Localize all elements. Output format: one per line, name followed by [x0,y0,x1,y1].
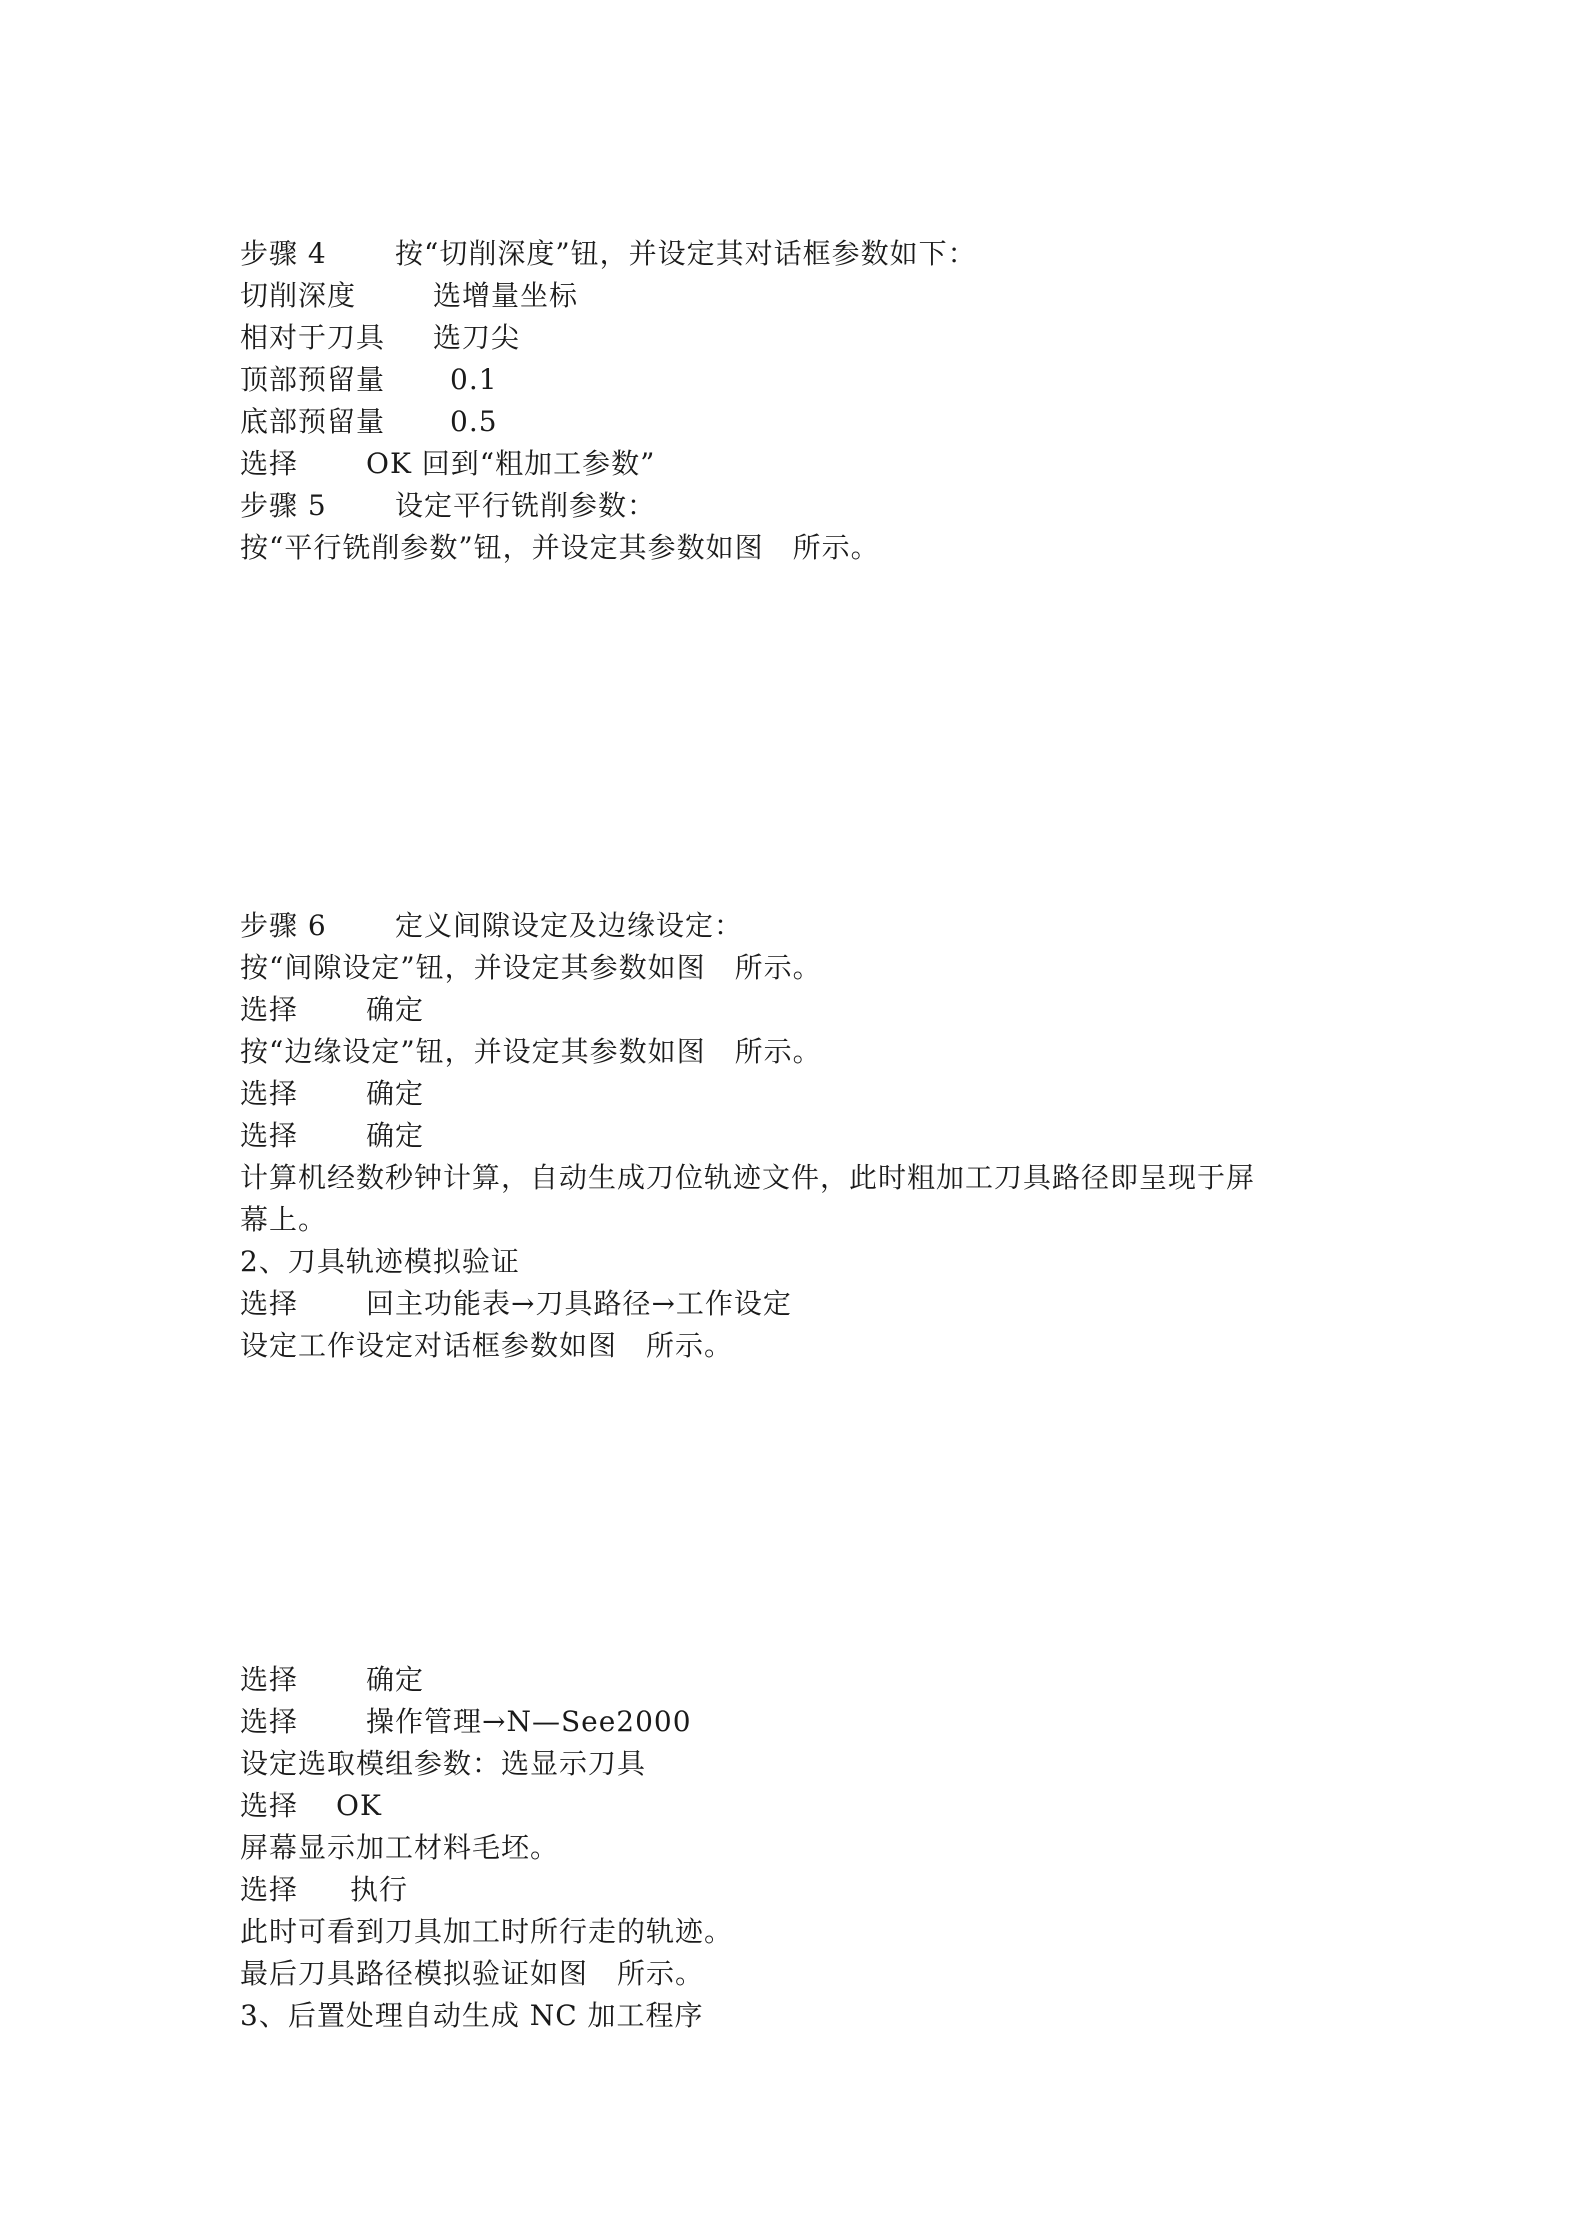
select-confirm-2-value: 确定 [366,1077,425,1110]
relative-tool-line [240,318,521,358]
see-path-line: 此时可看到刀具加工时所行走的轨迹。 [240,1915,734,1948]
select-menu-value: 回主功能表→刀具路径→工作设定 [366,1287,792,1320]
step4-text: 按“切削深度”钮，并设定其对话框参数如下： [395,237,977,270]
compute-line-2: 幕上。 [240,1203,328,1236]
select-ok-back-value: OK 回到“粗加工参数” [366,447,656,480]
select-confirm-1-label: 选择 [240,993,299,1026]
heading-2: 2、刀具轨迹模拟验证 [240,1245,520,1278]
bottom-allowance-value: 0.5 [450,405,498,438]
bottom-allowance-line [240,402,498,442]
select-ok-line [240,1786,382,1826]
select-confirm-4-line [240,1660,425,1700]
step6-line [240,906,744,946]
select-menu-label: 选择 [240,1287,299,1320]
edge-setting-line: 按“边缘设定”钮，并设定其参数如图 所示。 [240,1035,822,1068]
select-confirm-4-value: 确定 [366,1663,425,1696]
cut-depth-label: 切削深度 [240,279,357,312]
step6-label: 步骤 6 [240,909,327,942]
heading-3: 3、后置处理自动生成 NC 加工程序 [240,1999,704,2032]
select-confirm-1-line [240,990,425,1030]
top-allowance-value: 0.1 [450,363,498,396]
select-menu-line [240,1284,792,1324]
select-ok-value: OK [336,1789,382,1822]
select-ok-back-label: 选择 [240,447,299,480]
select-manage-value: 操作管理→N—See2000 [366,1705,692,1738]
step4-line [240,234,977,274]
step5-label: 步骤 5 [240,489,327,522]
cut-depth-value: 选增量坐标 [433,279,579,312]
select-manage-label: 选择 [240,1705,299,1738]
select-confirm-2-line [240,1074,425,1114]
select-execute-line [240,1870,409,1910]
gap-setting-line: 按“间隙设定”钮，并设定其参数如图 所示。 [240,951,822,984]
select-confirm-4-label: 选择 [240,1663,299,1696]
select-confirm-3-line [240,1116,425,1156]
module-params-line: 设定选取模组参数：选显示刀具 [240,1747,647,1780]
select-ok-back-line [240,444,656,484]
step6-text: 定义间隙设定及边缘设定： [395,909,744,942]
top-allowance-line [240,360,498,400]
parallel-params-line: 按“平行铣削参数”钮，并设定其参数如图 所示。 [240,531,880,564]
cut-depth-line [240,276,579,316]
bottom-allowance-label: 底部预留量 [240,405,386,438]
final-verify-line: 最后刀具路径模拟验证如图 所示。 [240,1957,705,1990]
relative-tool-label: 相对于刀具 [240,321,386,354]
select-manage-line [240,1702,692,1742]
top-allowance-label: 顶部预留量 [240,363,386,396]
compute-line-1: 计算机经数秒钟计算，自动生成刀位轨迹文件，此时粗加工刀具路径即呈现于屏 [240,1161,1256,1194]
relative-tool-value: 选刀尖 [433,321,521,354]
step4-label: 步骤 4 [240,237,327,270]
select-confirm-3-label: 选择 [240,1119,299,1152]
select-execute-label: 选择 [240,1873,299,1906]
select-confirm-1-value: 确定 [366,993,425,1026]
select-execute-value: 执行 [350,1873,409,1906]
select-confirm-2-label: 选择 [240,1077,299,1110]
step5-line [240,486,657,526]
select-ok-label: 选择 [240,1789,299,1822]
select-confirm-3-value: 确定 [366,1119,425,1152]
work-setting-line: 设定工作设定对话框参数如图 所示。 [240,1329,734,1362]
step5-text: 设定平行铣削参数： [395,489,657,522]
show-blank-line: 屏幕显示加工材料毛坯。 [240,1831,560,1864]
